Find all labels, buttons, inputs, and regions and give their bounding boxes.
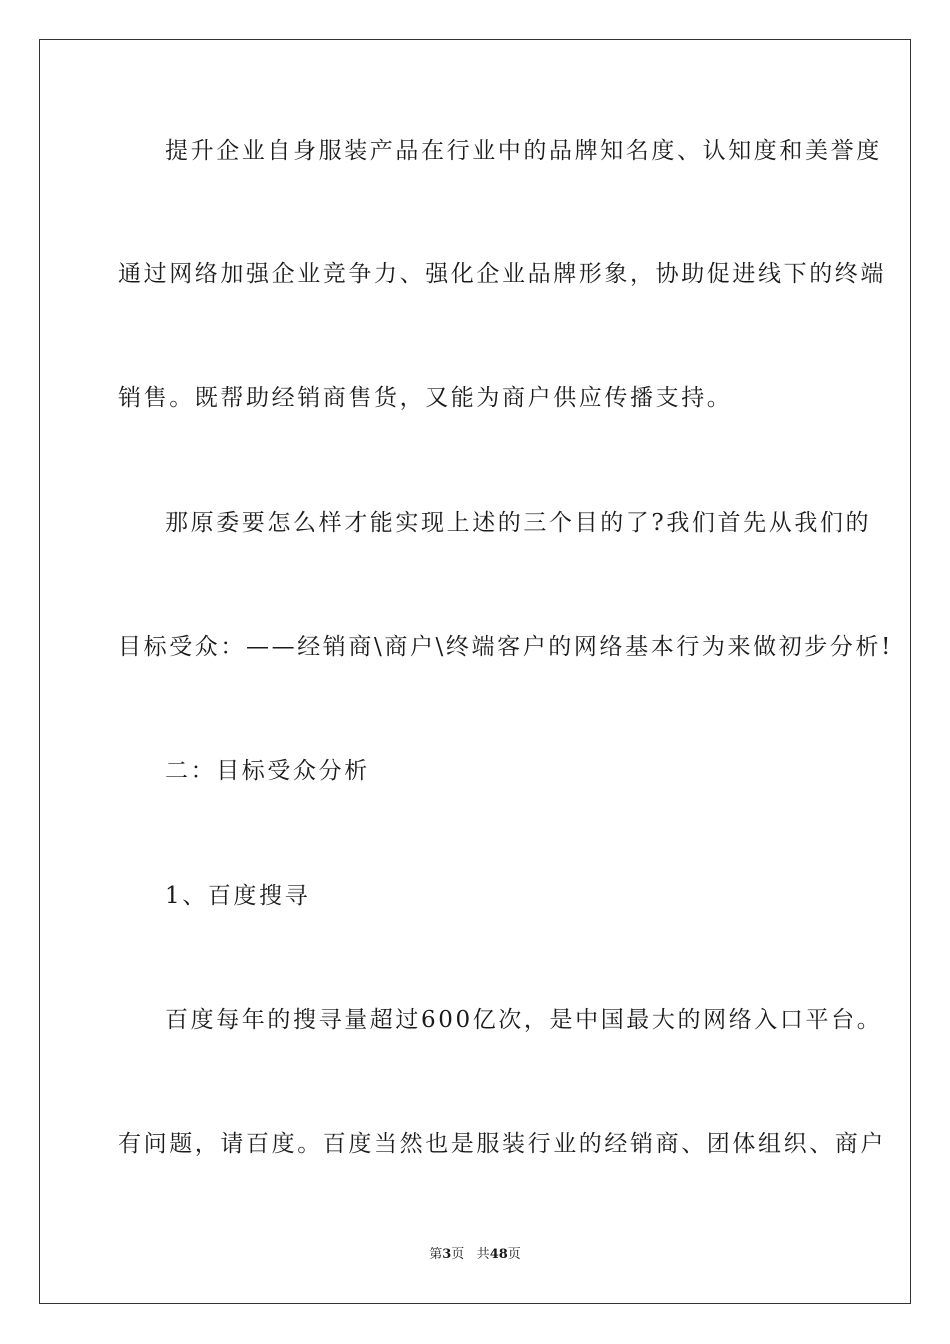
paragraph-line-5: 目标受众：——经销商\商户\终端客户的网络基本行为来做初步分析! [118,634,893,660]
footer-page-number: 3 [442,1247,452,1262]
paragraph-line-7: 有问题，请百度。百度当然也是服装行业的经销商、团体组织、商户 [118,1131,886,1157]
paragraph-line-6: 百度每年的搜寻量超过600亿次，是中国最大的网络入口平台。 [165,1007,883,1033]
paragraph-line-4: 那原委要怎么样才能实现上述的三个目的了?我们首先从我们的 [165,510,872,536]
paragraph-line-1: 提升企业自身服装产品在行业中的品牌知名度、认知度和美誉度 [165,138,882,164]
page-border [39,39,911,1304]
footer-page-suffix: 页 [451,1247,465,1262]
footer-page-prefix: 第 [429,1247,443,1262]
footer-total-suffix: 页 [507,1247,521,1262]
page-footer [0,1246,950,1264]
subsection-heading: 1、百度搜寻 [165,883,311,909]
section-heading: 二：目标受众分析 [165,758,370,784]
paragraph-line-2: 通过网络加强企业竞争力、强化企业品牌形象，协助促进线下的终端 [118,261,886,287]
footer-total-prefix: 共 [476,1247,490,1262]
footer-total-pages: 48 [489,1247,508,1262]
paragraph-line-3: 销售。既帮助经销商售货，又能为商户供应传播支持。 [118,385,733,411]
